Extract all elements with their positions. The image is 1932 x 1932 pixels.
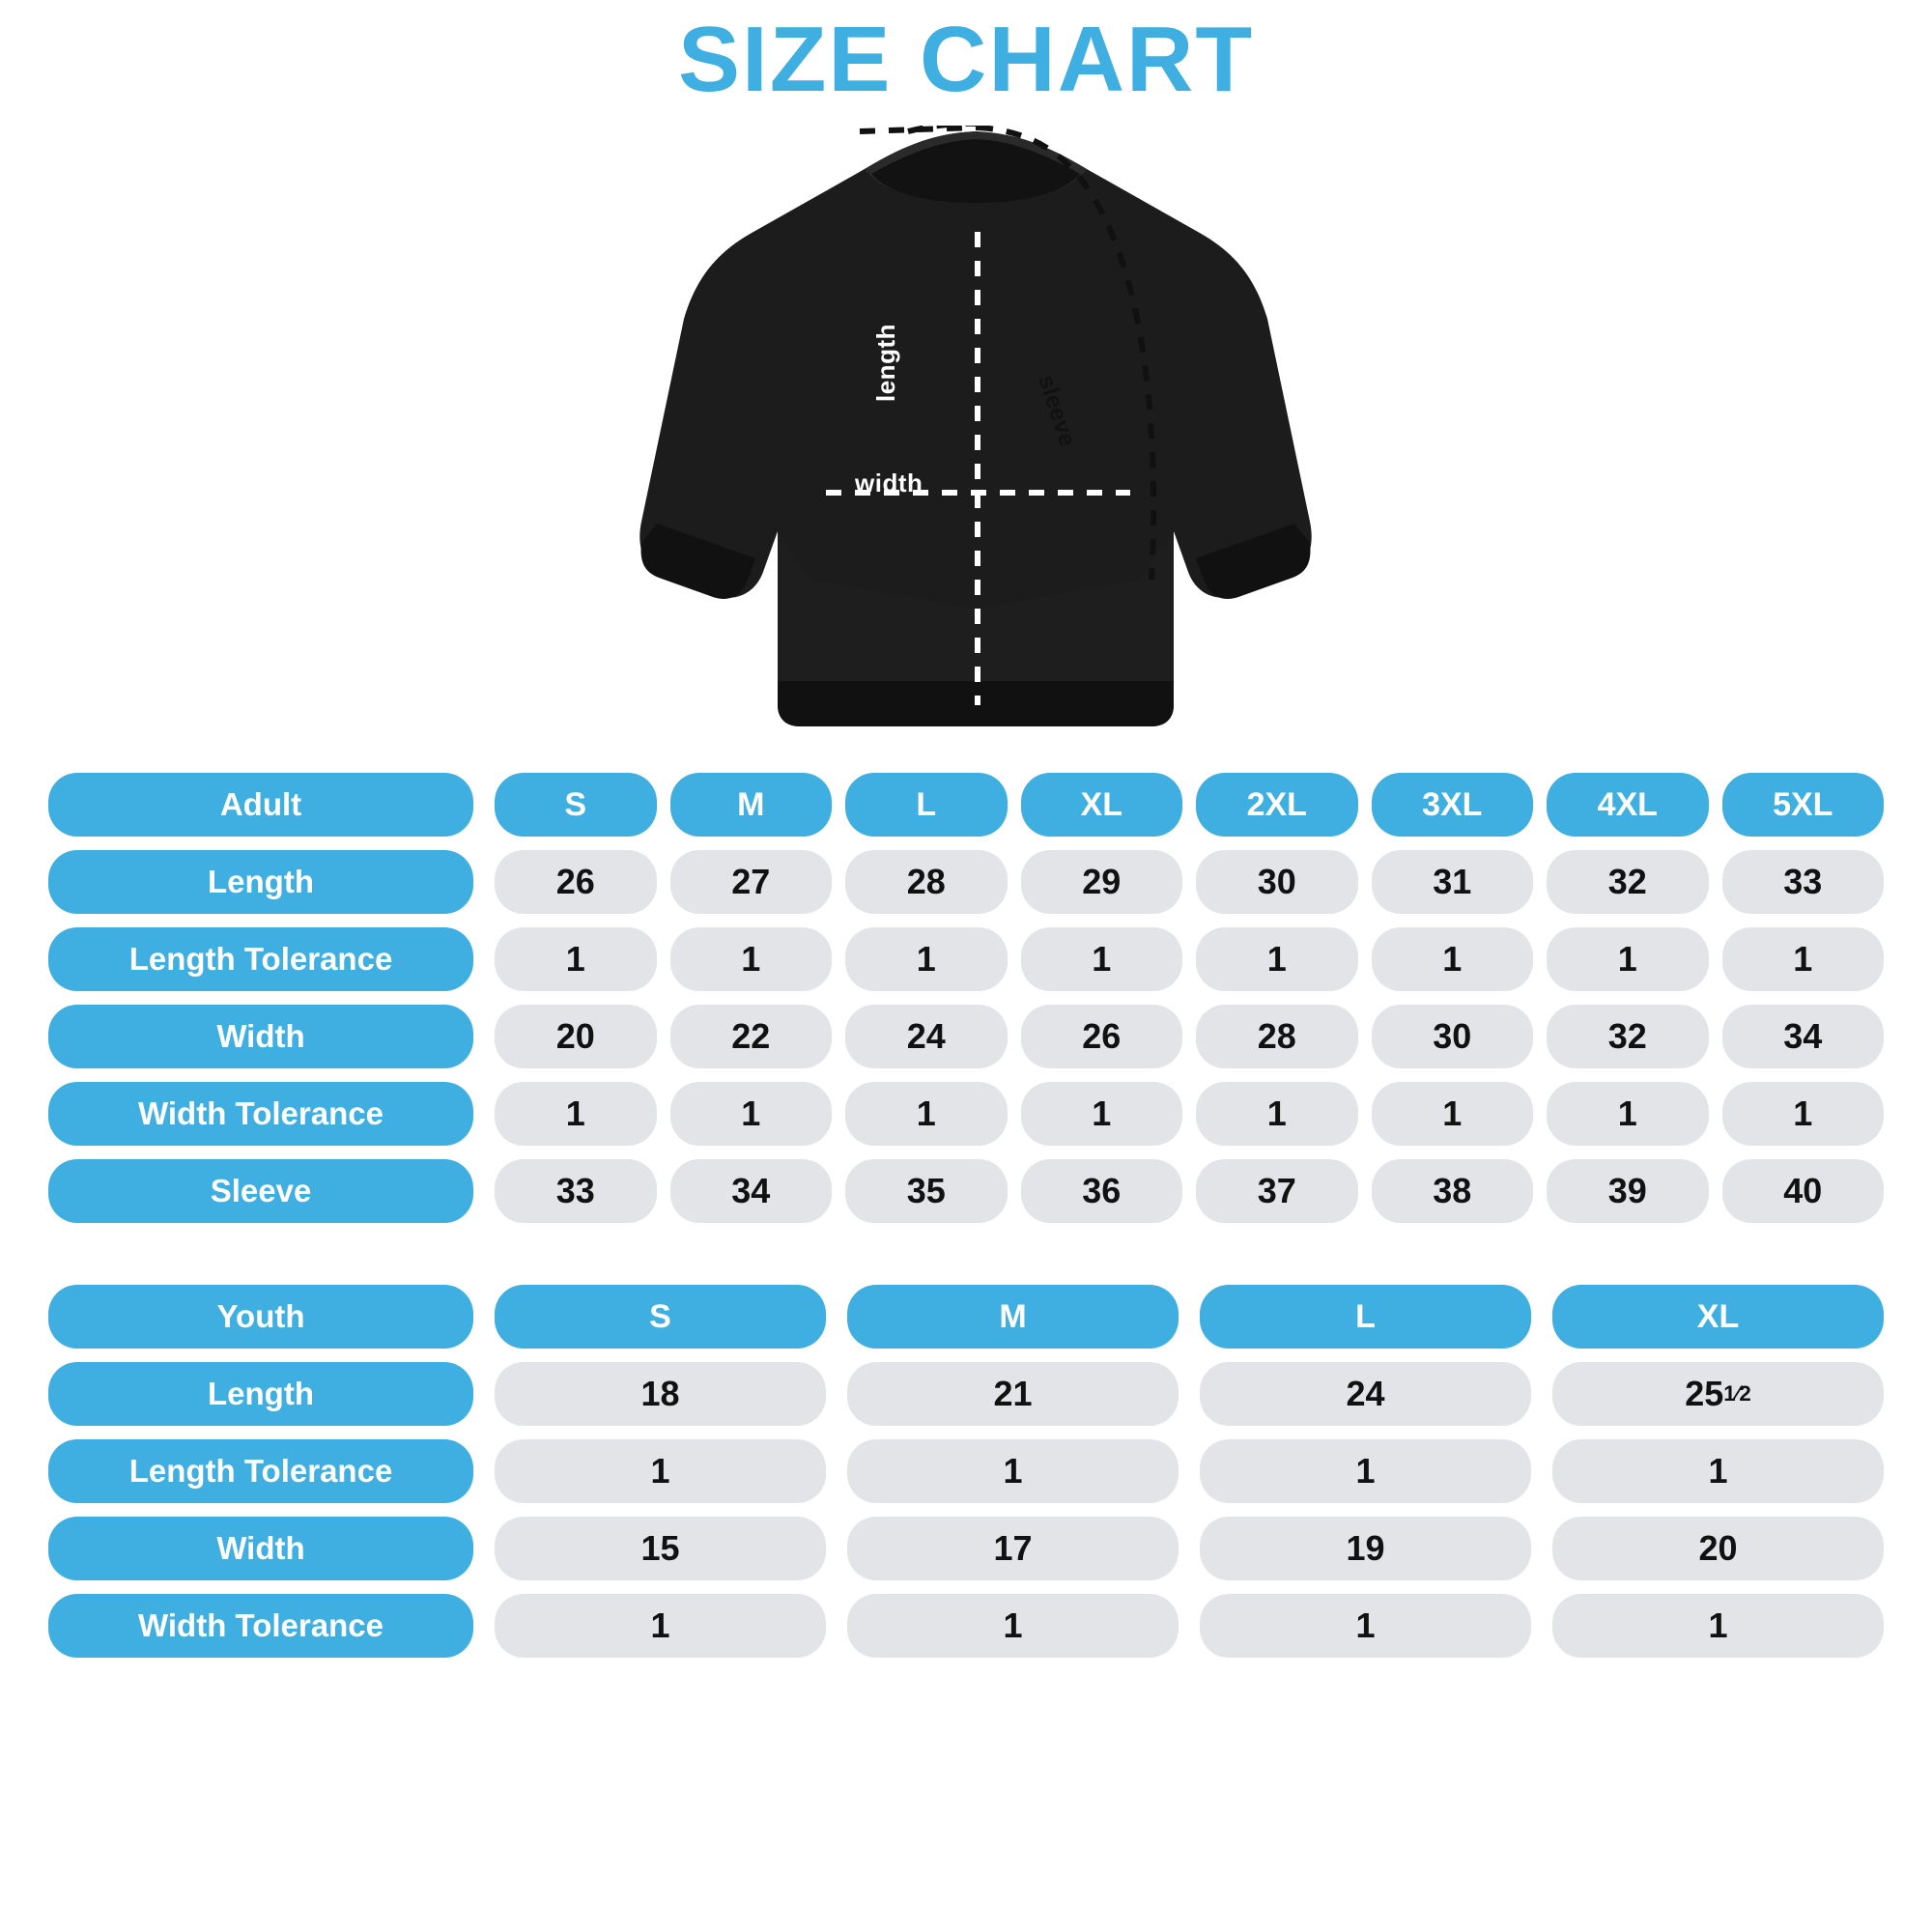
row-label-sleeve: Sleeve: [48, 1159, 473, 1223]
youth-row-label-length: Length: [48, 1362, 473, 1426]
youth-cell-length-tol-s: 1: [495, 1439, 826, 1503]
column-header-m: M: [670, 773, 833, 837]
cell-width-tol-l: 1: [845, 1082, 1008, 1146]
table-row: [48, 1362, 1884, 1426]
table-spacer: [0, 1236, 1932, 1285]
cell-width-tol-m: 1: [670, 1082, 833, 1146]
cell-length-4xl: 32: [1547, 850, 1709, 914]
youth-cell-width-s: 15: [495, 1517, 826, 1580]
row-label-width: Width: [48, 1005, 473, 1068]
youth-cell-length-m: 21: [847, 1362, 1179, 1426]
cell-length-tol-m: 1: [670, 927, 833, 991]
youth-cell-length-tol-xl: 1: [1552, 1439, 1884, 1503]
column-header-3xl: 3XL: [1372, 773, 1534, 837]
cell-sleeve-4xl: 39: [1547, 1159, 1709, 1223]
garment-illustration: [0, 106, 1932, 773]
cell-length-tol-2xl: 1: [1196, 927, 1358, 991]
youth-row-label-length-tolerance: Length Tolerance: [48, 1439, 473, 1503]
column-header-s: S: [495, 773, 657, 837]
column-header-l: L: [845, 773, 1008, 837]
table-row: [48, 1159, 1884, 1223]
youth-row-label-width-tolerance: Width Tolerance: [48, 1594, 473, 1658]
youth-cell-length-s: 18: [495, 1362, 826, 1426]
youth-header-label: Youth: [48, 1285, 473, 1349]
youth-column-header-l: L: [1200, 1285, 1531, 1349]
cell-length-l: 28: [845, 850, 1008, 914]
cell-width-4xl: 32: [1547, 1005, 1709, 1068]
youth-cell-length-tol-m: 1: [847, 1439, 1179, 1503]
cell-width-3xl: 30: [1372, 1005, 1534, 1068]
table-header-row: [48, 773, 1884, 837]
cell-width-tol-s: 1: [495, 1082, 657, 1146]
cell-length-s: 26: [495, 850, 657, 914]
sleeve-label: sleeve: [1033, 372, 1081, 451]
youth-cell-width-tol-xl: 1: [1552, 1594, 1884, 1658]
cell-width-2xl: 28: [1196, 1005, 1358, 1068]
column-header-xl: XL: [1021, 773, 1183, 837]
width-label: width: [855, 469, 923, 497]
cell-sleeve-l: 35: [845, 1159, 1008, 1223]
cell-width-m: 22: [670, 1005, 833, 1068]
table-header-row: [48, 1285, 1884, 1349]
youth-cell-width-tol-l: 1: [1200, 1594, 1531, 1658]
youth-cell-width-m: 17: [847, 1517, 1179, 1580]
youth-row-label-width: Width: [48, 1517, 473, 1580]
cell-length-xl: 29: [1021, 850, 1183, 914]
cell-length-tol-xl: 1: [1021, 927, 1183, 991]
youth-length-xl-value: 25: [1685, 1374, 1724, 1413]
youth-cell-width-l: 19: [1200, 1517, 1531, 1580]
cell-width-xl: 26: [1021, 1005, 1183, 1068]
table-row: [48, 927, 1884, 991]
cell-sleeve-5xl: 40: [1722, 1159, 1885, 1223]
cell-width-5xl: 34: [1722, 1005, 1885, 1068]
sweatshirt-graphic: [618, 126, 1333, 763]
page-title: SIZE CHART: [678, 8, 1254, 111]
cell-length-tol-3xl: 1: [1372, 927, 1534, 991]
cell-length-tol-s: 1: [495, 927, 657, 991]
youth-size-table: [48, 1285, 1884, 1658]
cell-length-m: 27: [670, 850, 833, 914]
cell-length-5xl: 33: [1722, 850, 1885, 914]
table-row: [48, 1082, 1884, 1146]
cell-length-3xl: 31: [1372, 850, 1534, 914]
table-row: [48, 1439, 1884, 1503]
adult-header-label: Adult: [48, 773, 473, 837]
cell-length-2xl: 30: [1196, 850, 1358, 914]
cell-length-tol-5xl: 1: [1722, 927, 1885, 991]
column-header-2xl: 2XL: [1196, 773, 1358, 837]
cell-length-tol-4xl: 1: [1547, 927, 1709, 991]
cell-width-tol-xl: 1: [1021, 1082, 1183, 1146]
table-row: [48, 1005, 1884, 1068]
cell-width-tol-2xl: 1: [1196, 1082, 1358, 1146]
cell-sleeve-s: 33: [495, 1159, 657, 1223]
youth-cell-width-xl: 20: [1552, 1517, 1884, 1580]
youth-cell-width-tol-s: 1: [495, 1594, 826, 1658]
table-row: [48, 850, 1884, 914]
cell-length-tol-l: 1: [845, 927, 1008, 991]
youth-column-header-s: S: [495, 1285, 826, 1349]
cell-sleeve-m: 34: [670, 1159, 833, 1223]
youth-cell-length-tol-l: 1: [1200, 1439, 1531, 1503]
row-label-length-tolerance: Length Tolerance: [48, 927, 473, 991]
column-header-5xl: 5XL: [1722, 773, 1885, 837]
table-row: [48, 1594, 1884, 1658]
cell-width-l: 24: [845, 1005, 1008, 1068]
length-label: length: [871, 324, 900, 402]
cell-width-tol-4xl: 1: [1547, 1082, 1709, 1146]
row-label-width-tolerance: Width Tolerance: [48, 1082, 473, 1146]
column-header-4xl: 4XL: [1547, 773, 1709, 837]
table-row: [48, 1517, 1884, 1580]
cell-sleeve-2xl: 37: [1196, 1159, 1358, 1223]
row-label-length: Length: [48, 850, 473, 914]
youth-column-header-xl: XL: [1552, 1285, 1884, 1349]
cell-width-s: 20: [495, 1005, 657, 1068]
cell-sleeve-3xl: 38: [1372, 1159, 1534, 1223]
youth-column-header-m: M: [847, 1285, 1179, 1349]
youth-cell-length-l: 24: [1200, 1362, 1531, 1426]
youth-cell-width-tol-m: 1: [847, 1594, 1179, 1658]
cell-width-tol-3xl: 1: [1372, 1082, 1534, 1146]
youth-cell-length-xl: 25 1⁄2: [1552, 1362, 1884, 1426]
adult-size-table: [48, 773, 1884, 1223]
cell-sleeve-xl: 36: [1021, 1159, 1183, 1223]
cell-width-tol-5xl: 1: [1722, 1082, 1885, 1146]
